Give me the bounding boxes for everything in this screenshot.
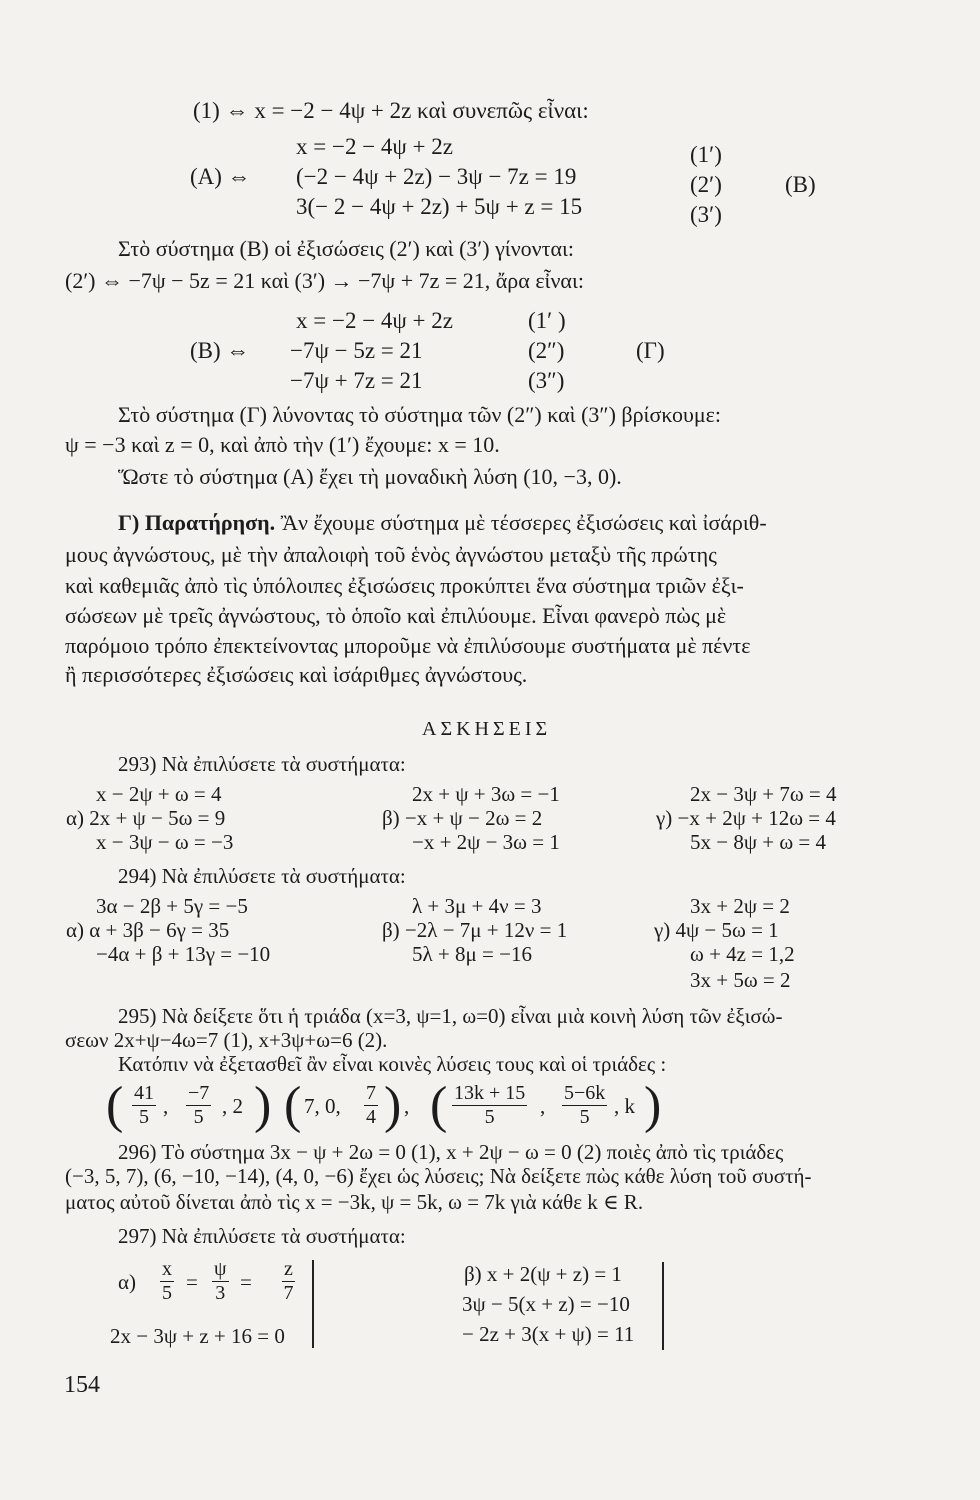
ex297-a-brace [312,1260,314,1348]
paragraph-transform: (2′) ⇔ −7ψ − 5z = 21 καὶ (3′) → −7ψ + 7z = 21, ἄρα εἶναι: [65,268,584,293]
ex293-title: 293) Νὰ ἐπιλύσετε τὰ συστήματα: [118,752,406,776]
ex297-a-label: α) [118,1270,136,1294]
remark-line-2: μους ἀγνώστους, μὲ τὴν ἀπαλοιφὴ τοῦ ἑνὸς ἀγνώστου μεταξὺ τῆς πρώτης [65,542,717,567]
ex295-line-3: Κατόπιν νὰ ἐξετασθεῖ ἂν εἶναι κοινὲς λύσεις τους καὶ οἱ τριάδες : [118,1052,667,1076]
remark-line-6: ἢ περισσότερες ἐξισώσεις καὶ ἰσάριθμες ἀγνώστους. [65,662,528,687]
triple-2-comma: , [404,1094,410,1118]
ex297-a-eq2: 2x − 3ψ + z + 16 = 0 [110,1324,285,1348]
paragraph-values: ψ = −3 καὶ z = 0, καὶ ἀπὸ τὴν (1′) ἔχουμε: x = 10. [65,432,500,457]
system-B-equiv-label: (Β) ⇔ [190,338,250,363]
eq-3dprime: −7ψ + 7z = 21 [290,368,423,393]
remark-line-1 [118,510,767,536]
ex294-b-eq2: β) −2λ − 7μ + 12ν = 1 [382,918,568,942]
triple-3-tail: , k [614,1094,635,1118]
eq-2prime: (−2 − 4ψ + 2z) − 3ψ − 7z = 19 [296,164,577,189]
ex296-line-2: (−3, 5, 7), (6, −10, −14), (4, 0, −6) ἔχει ὡς λύσεις; Νὰ δείξετε πὼς κάθε λύση τοῦ συστή- [65,1164,812,1188]
triple-3-fraction-a: $\frac{13k + 15}{5}$ [454,1082,526,1128]
remark-title: Γ) Παρατήρηση. [118,510,276,535]
eq-3prime: 3(− 2 − 4ψ + 2z) + 5ψ + z = 15 [296,194,583,219]
eq-1prime-number: (1′) [690,142,722,167]
ex297-a-fraction-psi: $\frac{\psi}{3}$ [214,1258,227,1304]
ex297-b-eq3: − 2z + 3(x + ψ) = 11 [462,1322,635,1346]
ex296-line-3: ματος αὐτοῦ δίνεται ἀπὸ τὶς x = −3k, ψ = 5k, ω = 7k γιὰ κάθε k ∈ R. [65,1190,644,1214]
ex293-c-eq1: 2x − 3ψ + 7ω = 4 [690,782,837,806]
ex297-b-brace [662,1262,664,1350]
eq-2dprime-number: (2″) [528,338,565,363]
eq-2dprime: −7ψ − 5z = 21 [290,338,423,363]
ex293-b-eq2: β) −x + ψ − 2ω = 2 [382,806,543,830]
ex296-line-1: 296) Τὸ σύστημα 3x − ψ + 2ω = 0 (1), x + 2ψ − ω = 0 (2) ποιὲς ἀπὸ τὶς τριάδες [118,1140,784,1164]
remark-line-3: καὶ καθεμιᾶς ἀπὸ τὶς ὑπόλοιπες ἐξισώσεις προκύπτει ἕνα σύστημα τριῶν ἐξι- [65,573,744,598]
ex294-c-eq2: γ) 4ψ − 5ω = 1 [654,918,779,942]
paragraph-system-B: Στὸ σύστημα (Β) οἱ ἐξισώσεις (2′) καὶ (3′) γίνονται: [118,236,575,261]
ex294-c-eq4: 3x + 5ω = 2 [690,968,791,992]
eq-3dprime-number: (3″) [528,368,565,393]
triple-1-open-paren: ( [106,1077,124,1134]
triple-2-open-paren: ( [284,1077,302,1134]
ex294-title: 294) Νὰ ἐπιλύσετε τὰ συστήματα: [118,864,406,888]
eq-1prime-b-number: (1′ ) [528,308,566,333]
ex293-c-eq2: γ) −x + 2ψ + 12ω = 4 [656,806,836,830]
triple-1-comma: , [163,1094,169,1118]
ex294-a-eq1: 3α − 2β + 5γ = −5 [96,894,248,918]
eq-3prime-number: (3′) [690,202,722,227]
triple-2-fraction: $\frac{7}{4}$ [366,1082,376,1128]
ex294-a-eq2: α) α + 3β − 6γ = 35 [66,918,230,942]
eq-1prime-b: x = −2 − 4ψ + 2z [296,308,453,333]
ex295-line-1: 295) Νὰ δείξετε ὅτι ἡ τριάδα (x=3, ψ=1, ω=0) εἶναι μιὰ κοινὴ λύση τῶν ἐξισώ- [118,1004,783,1028]
remark-line-5: παρόμοιο τρόπο ἐπεκτείνοντας μποροῦμε νὰ ἐπιλύσουμε συστήματα μὲ πέντε [65,633,751,658]
page-number: 154 [64,1372,100,1398]
eq-1prime: x = −2 − 4ψ + 2z [296,134,453,159]
ex293-a-eq1: x − 2ψ + ω = 4 [96,782,222,806]
ex293-c-eq3: 5x − 8ψ + ω = 4 [690,830,826,854]
ex294-b-eq1: λ + 3μ + 4ν = 3 [412,894,542,918]
ex293-b-eq3: −x + 2ψ − 3ω = 1 [412,830,560,854]
triple-1-fraction-b: $\frac{-7}{5}$ [188,1082,210,1128]
system-A-label: (A) ⇔ [190,164,251,189]
triple-3-comma: , [540,1094,546,1118]
paragraph-conclusion: Ὥστε τὸ σύστημα (Α) ἔχει τὴ μοναδικὴ λύση (10, −3, 0). [118,464,622,489]
ex297-a-equals-1: = [186,1270,198,1294]
ex294-c-eq1: 3x + 2ψ = 2 [690,894,790,918]
ex297-title: 297) Νὰ ἐπιλύσετε τὰ συστήματα: [118,1224,406,1248]
ex294-c-eq3: ω + 4z = 1,2 [690,942,795,966]
system-G-label: (Γ) [636,338,665,363]
ex295-line-2: σεων 2x+ψ−4ω=7 (1), x+3ψ+ω=6 (2). [65,1028,388,1052]
triple-1-fraction-a: $\frac{41}{5}$ [134,1082,154,1128]
triple-3-fraction-b: $\frac{5-6k}{5}$ [564,1082,606,1128]
ex293-a-eq3: x − 3ψ − ω = −3 [96,830,234,854]
eq-2prime-number: (2′) [690,172,722,197]
triple-3-open-paren: ( [430,1077,448,1134]
line-1-equivalence: (1) ⇔ x = −2 − 4ψ + 2z καὶ συνεπῶς εἶναι: [193,98,589,123]
ex294-b-eq3: 5λ + 8μ = −16 [412,942,532,966]
remark-line-4: σώσεων μὲ τρεῖς ἀγνώστους, τὸ ὁποῖο καὶ ἐπιλύουμε. Εἶναι φανερὸ πὼς μὲ [65,603,727,628]
triple-2-close-paren: ) [384,1077,402,1134]
triple-2-head: 7, 0, [304,1094,341,1118]
ex297-a-fraction-x: $\frac{x}{5}$ [162,1258,172,1304]
ex297-a-fraction-z: $\frac{z}{7}$ [283,1258,294,1304]
ex293-b-eq1: 2x + ψ + 3ω = −1 [412,782,560,806]
ex294-a-eq3: −4α + β + 13γ = −10 [96,942,271,966]
ex297-b-eq1: β) x + 2(ψ + z) = 1 [464,1262,622,1286]
ex297-a-equals-2: = [240,1270,252,1294]
paragraph-solve-G: Στὸ σύστημα (Γ) λύνοντας τὸ σύστημα τῶν (2″) καὶ (3″) βρίσκουμε: [118,402,721,427]
system-B-label: (B) [785,172,816,197]
triple-1-tail: , 2 [222,1094,243,1118]
remark-text-1: Ἂν ἔχουμε σύστημα μὲ τέσσερες ἐξισώσεις καὶ ἰσάριθ- [280,510,767,535]
triple-1-close-paren: ) [254,1077,272,1134]
ex297-b-eq2: 3ψ − 5(x + z) = −10 [462,1292,630,1316]
exercises-heading: ΑΣΚΗΣΕΙΣ [422,718,552,740]
ex293-a-eq2: α) 2x + ψ − 5ω = 9 [66,806,226,830]
triple-3-close-paren: ) [644,1077,662,1134]
